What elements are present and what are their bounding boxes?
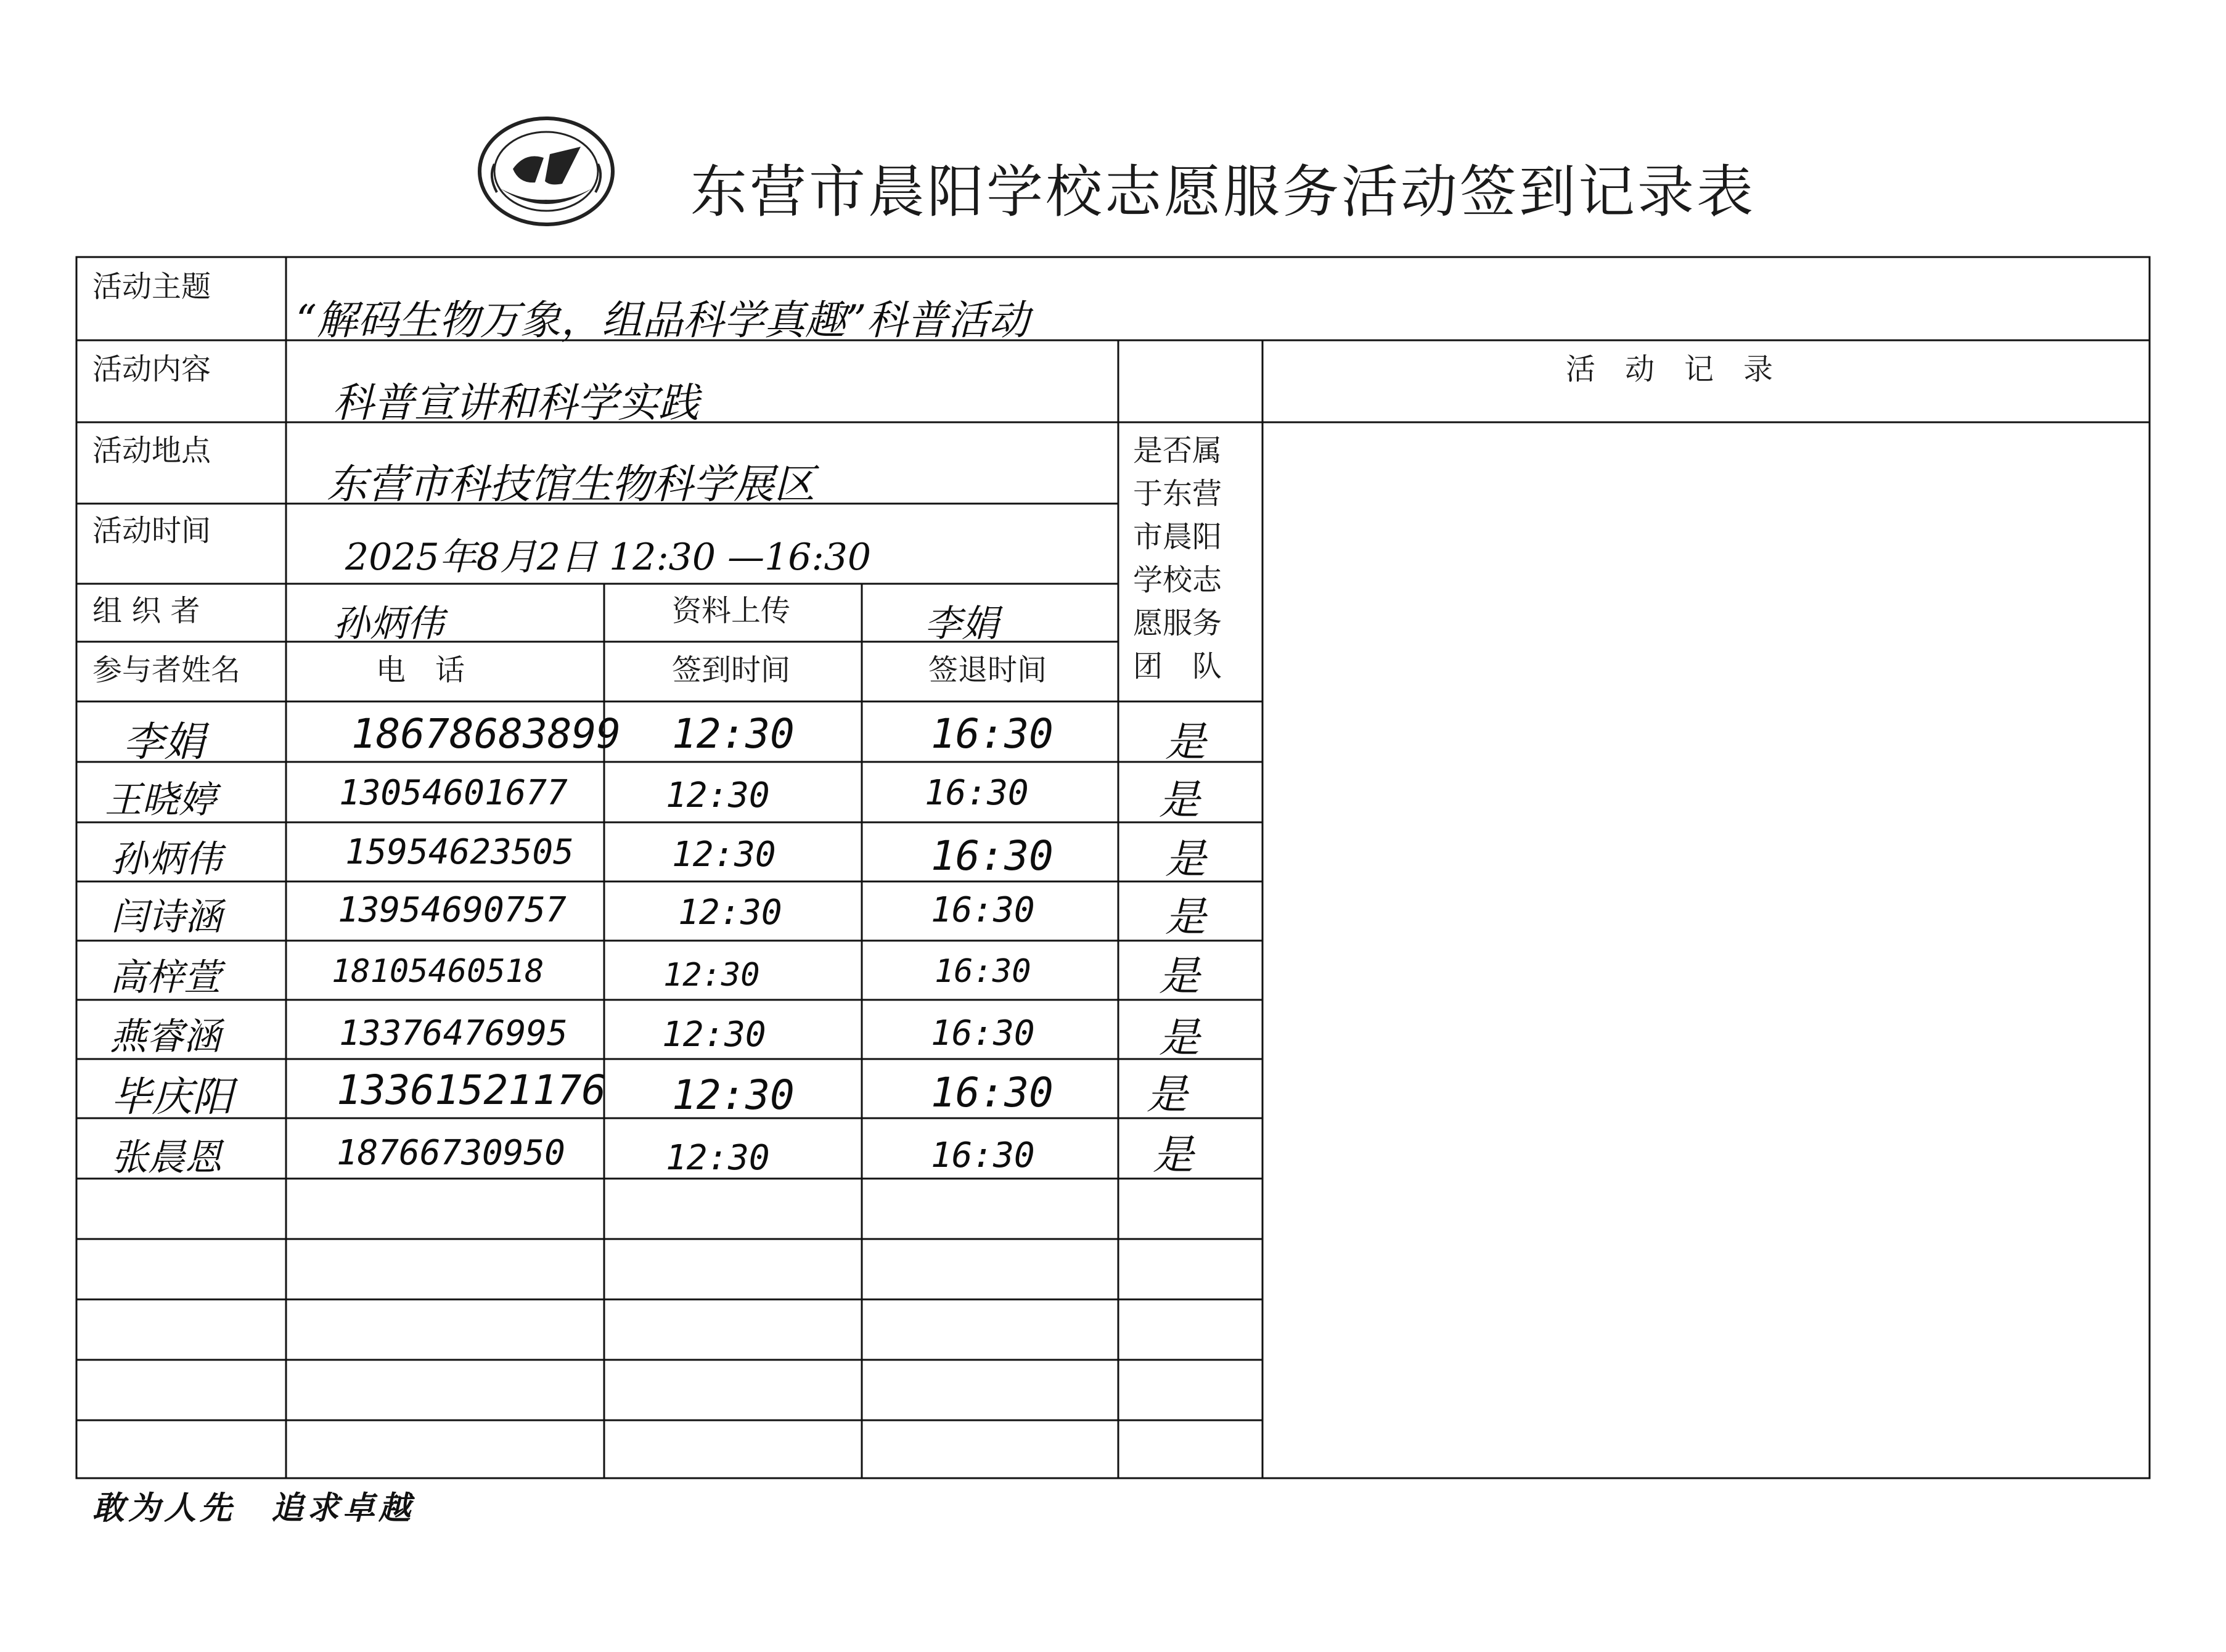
row-signout: 16:30	[931, 1135, 1035, 1176]
row-phone: 13954690757	[338, 890, 567, 930]
row-member: 是	[1159, 1014, 1200, 1061]
row-signin: 12:30	[672, 835, 776, 875]
row-member: 是	[1159, 952, 1200, 1000]
row-member: 是	[1159, 776, 1200, 824]
label-time: 活动时间	[92, 513, 211, 548]
row-phone: 15954623505	[345, 832, 574, 872]
row-signout: 16:30	[925, 773, 1029, 813]
label-upload: 资料上传	[672, 594, 791, 628]
row-member: 是	[1165, 718, 1206, 766]
row-member: 是	[1147, 1071, 1187, 1118]
row-phone: 18105460518	[332, 953, 544, 990]
label-activity-record: 活 动 记 录	[1566, 352, 1774, 386]
page-title: 东营市晨阳学校志愿服务活动签到记录表	[690, 159, 1756, 225]
field-uploader: 李娟	[925, 602, 999, 645]
row-member: 是	[1165, 835, 1206, 883]
label-member-line6: 团 队	[1133, 649, 1222, 684]
label-member-line4: 学校志	[1133, 563, 1222, 597]
label-theme: 活动主题	[92, 269, 211, 304]
label-signin: 签到时间	[672, 653, 791, 687]
row-signout: 16:30	[931, 1013, 1035, 1053]
row-member: 是	[1153, 1131, 1193, 1179]
row-signin: 12:30	[672, 710, 795, 758]
field-location: 东营市科技馆生物科学展区	[327, 460, 815, 508]
row-phone: 18678683899	[351, 710, 621, 758]
label-phone: 电 话	[376, 653, 465, 687]
row-signin: 12:30	[666, 775, 770, 816]
row-signout: 16:30	[931, 710, 1054, 758]
row-name: 毕庆阳	[111, 1073, 233, 1121]
row-signin: 12:30	[672, 1071, 795, 1119]
row-signin: 12:30	[666, 1138, 770, 1178]
label-member-line5: 愿服务	[1133, 606, 1222, 640]
row-name: 王晓婷	[105, 779, 216, 822]
row-signout: 16:30	[931, 1069, 1054, 1116]
row-phone: 13054601677	[339, 773, 568, 813]
row-name: 孙炳伟	[111, 838, 222, 881]
row-phone: 13361521176	[337, 1066, 607, 1114]
row-name: 燕睿涵	[110, 1015, 221, 1058]
row-signin: 12:30	[663, 957, 760, 994]
label-member-line3: 市晨阳	[1133, 520, 1222, 554]
row-signin: 12:30	[678, 893, 782, 933]
row-phone: 18766730950	[337, 1133, 565, 1173]
row-name: 闫诗涵	[111, 896, 222, 939]
row-signin: 12:30	[662, 1015, 766, 1055]
row-name: 李娟	[123, 718, 205, 766]
field-organizer: 孙炳伟	[333, 602, 444, 645]
label-member-line1: 是否属	[1133, 433, 1222, 468]
field-theme: “解码生物万象，组品科学真趣”科普活动	[296, 296, 1029, 344]
row-name: 高梓萱	[110, 956, 221, 999]
field-content: 科普宣讲和科学实践	[333, 379, 699, 427]
label-location: 活动地点	[92, 433, 211, 468]
field-time: 2025年8月2日 12:30 —16:30	[345, 536, 872, 579]
row-member: 是	[1165, 893, 1206, 941]
row-signout: 16:30	[931, 890, 1035, 930]
row-name: 张晨恩	[111, 1136, 222, 1179]
label-content: 活动内容	[92, 352, 211, 386]
label-organizer: 组 织 者	[92, 594, 200, 628]
label-signout: 签退时间	[928, 653, 1047, 687]
label-participant-name: 参与者姓名	[92, 653, 241, 687]
row-signout: 16:30	[935, 953, 1031, 990]
row-signout: 16:30	[931, 832, 1054, 880]
footer-motto: 敢为人先 追求卓越	[92, 1489, 415, 1527]
row-phone: 13376476995	[339, 1013, 568, 1053]
label-member-line2: 于东营	[1133, 476, 1222, 511]
